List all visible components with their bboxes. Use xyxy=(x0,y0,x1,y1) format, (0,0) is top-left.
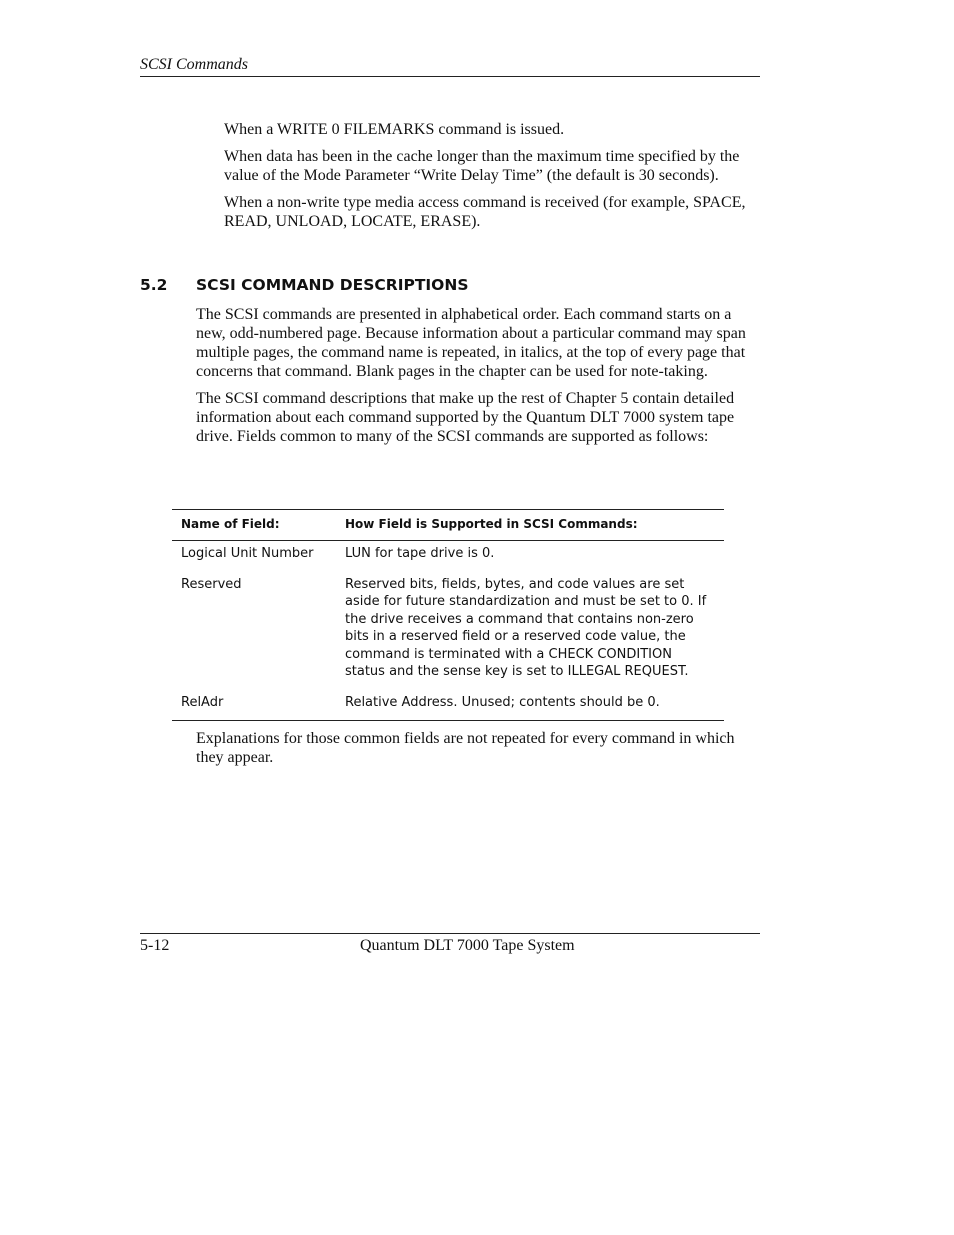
table-header-field: Name of Field: xyxy=(181,517,280,532)
section-title: SCSI COMMAND DESCRIPTIONS xyxy=(196,276,469,294)
table-row xyxy=(172,541,724,563)
document-title: Quantum DLT 7000 Tape System xyxy=(360,937,575,954)
body-paragraph: The SCSI commands are presented in alphabetical order. Each command starts on a new, odd-numbered page. Because information about a particular command may span multiple pages, the command name is repeated, in italics, at the top of every page that concerns that command. Blank pages in the chapter can be used for note-taking. xyxy=(196,306,746,380)
cache-flush-conditions xyxy=(224,120,762,239)
section-heading xyxy=(140,275,760,295)
field-name-cell: Logical Unit Number xyxy=(181,546,314,561)
closing-paragraph: Explanations for those common fields are not repeated for every command in which they appear. xyxy=(196,730,735,766)
field-name-cell: Reserved xyxy=(181,576,242,592)
common-fields-table xyxy=(172,509,724,721)
header-section-title: SCSI Commands xyxy=(140,56,249,73)
section-body xyxy=(196,305,760,454)
field-support-cell: Relative Address. Unused; contents should be 0. xyxy=(345,694,660,710)
table-header-row xyxy=(172,510,724,541)
condition-item: When a WRITE 0 FILEMARKS command is issued. xyxy=(224,121,565,138)
body-paragraph: The SCSI command descriptions that make up the rest of Chapter 5 contain detailed information about each command supported by the Quantum DLT 7000 system tape drive. Fields common to many of the SCSI commands are supported as follows: xyxy=(196,390,735,445)
table-header-support: How Field is Supported in SCSI Commands: xyxy=(345,517,638,532)
condition-item: When a non-write type media access command is received (for example, SPACE, READ, UNLOAD, LOCATE, ERASE). xyxy=(224,194,746,230)
closing-section xyxy=(196,729,736,775)
field-support-cell: Reserved bits, fields, bytes, and code values are set aside for future standardization and must be set to 0. If the drive receives a command that contains non-zero bits in a reserved field or a reserved code value, the command is terminated with a CHECK CONDITION status and the sense key is set to ILLEGAL REQUEST. xyxy=(345,576,707,679)
field-name-cell: RelAdr xyxy=(181,694,224,710)
table-row xyxy=(172,572,724,681)
page-number: 5-12 xyxy=(140,937,170,954)
running-footer xyxy=(140,933,760,954)
running-header xyxy=(140,56,760,77)
table-row xyxy=(172,690,724,712)
section-number: 5.2 xyxy=(140,276,168,294)
condition-item: When data has been in the cache longer than the maximum time specified by the value of the Mode Parameter “Write Delay Time” (the default is 30 seconds). xyxy=(224,148,740,184)
field-support-cell: LUN for tape drive is 0. xyxy=(345,546,495,561)
table-body xyxy=(172,541,724,720)
